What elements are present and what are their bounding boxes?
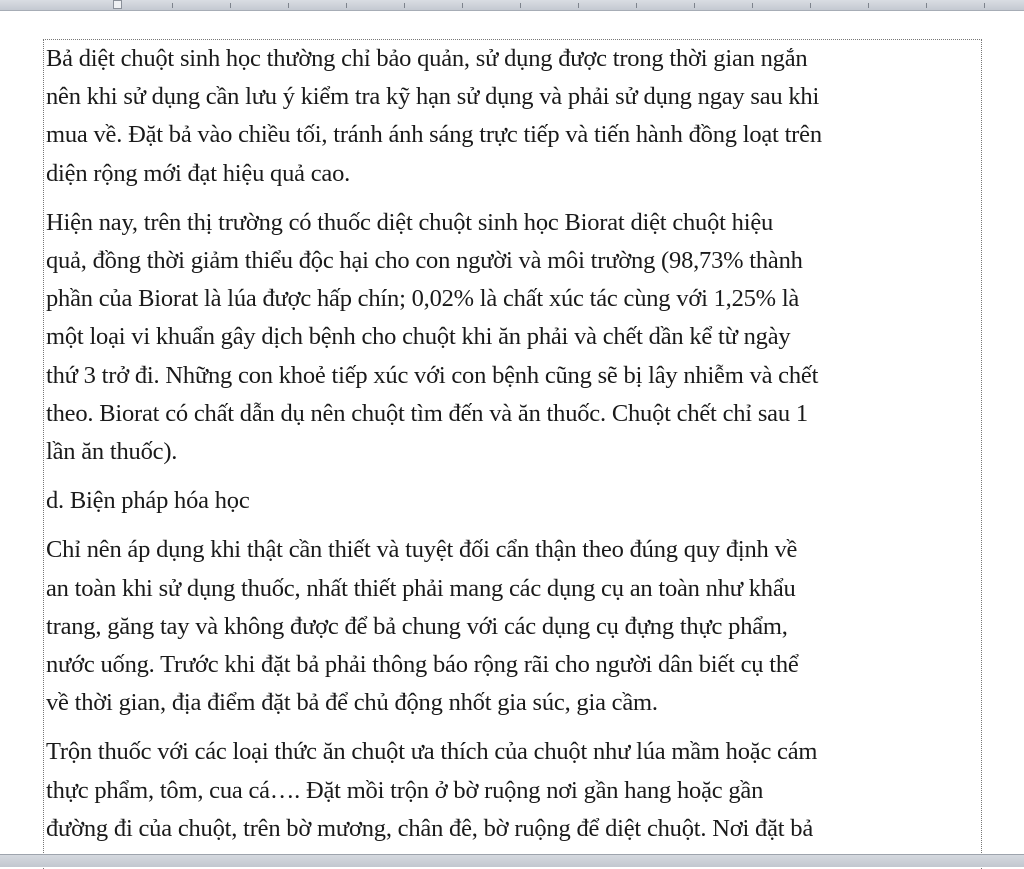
ruler-tick	[172, 3, 173, 8]
text-line: nước uống. Trước khi đặt bả phải thông báo rộng rãi cho người dân biết cụ thể	[46, 651, 799, 679]
text-line: quả, đồng thời giảm thiểu độc hại cho con người và môi trường (98,73% thành	[46, 247, 803, 275]
ruler-tick	[462, 3, 463, 8]
text-line: Chỉ nên áp dụng khi thật cần thiết và tuyệt đối cẩn thận theo đúng quy định về	[46, 536, 798, 564]
text-line: đường đi của chuột, trên bờ mương, chân đê, bờ ruộng để diệt chuột. Nơi đặt bả	[46, 814, 814, 842]
ruler-tick	[868, 3, 869, 8]
text-line: trang, găng tay và không được để bả chung với các dụng cụ đựng thực phẩm,	[46, 612, 788, 640]
text-line: theo. Biorat có chất dẫn dụ nên chuột tìm đến và ăn thuốc. Chuột chết chỉ sau 1	[46, 399, 808, 427]
paragraph-bait-mixing[interactable]	[46, 733, 981, 848]
paragraph-biorat[interactable]	[46, 204, 981, 471]
text-line: Trộn thuốc với các loại thức ăn chuột ưa thích của chuột như lúa mầm hoặc cám	[46, 738, 818, 766]
text-line: diện rộng mới đạt hiệu quả cao.	[46, 159, 351, 187]
horizontal-ruler	[0, 0, 1024, 11]
text-line: phần của Biorat là lúa được hấp chín; 0,02% là chất xúc tác cùng với 1,25% là	[46, 285, 800, 313]
ruler-tick	[926, 3, 927, 8]
section-heading-chemical[interactable]	[46, 482, 981, 520]
text-box[interactable]	[43, 39, 982, 869]
ruler-tick	[752, 3, 753, 8]
ruler-tick	[288, 3, 289, 8]
text-line: một loại vi khuẩn gây dịch bệnh cho chuột khi ăn phải và chết dần kể từ ngày	[46, 323, 791, 351]
ruler-tick	[694, 3, 695, 8]
ruler-tick	[404, 3, 405, 8]
text-line: về thời gian, địa điểm đặt bả để chủ động nhốt gia súc, gia cầm.	[46, 689, 658, 717]
ruler-tick	[810, 3, 811, 8]
paragraph-safety[interactable]	[46, 531, 981, 722]
ruler-tick	[346, 3, 347, 8]
ruler-tick	[520, 3, 521, 8]
document-page	[0, 11, 1024, 854]
text-line: Hiện nay, trên thị trường có thuốc diệt chuột sinh học Biorat diệt chuột hiệu	[46, 208, 774, 236]
text-line: Bả diệt chuột sinh học thường chỉ bảo quản, sử dụng được trong thời gian ngắn	[46, 45, 808, 72]
text-line: d. Biện pháp hóa học	[46, 487, 250, 515]
paragraph-bait-storage[interactable]	[46, 40, 981, 193]
indent-marker[interactable]	[113, 0, 122, 9]
ruler-tick	[636, 3, 637, 8]
text-line: mua về. Đặt bả vào chiều tối, tránh ánh sáng trực tiếp và tiến hành đồng loạt trên	[46, 121, 822, 149]
ruler-tick	[984, 3, 985, 8]
ruler-tick	[230, 3, 231, 8]
text-line: lần ăn thuốc).	[46, 438, 178, 466]
bottom-scroll-area	[0, 854, 1024, 867]
text-line: thứ 3 trở đi. Những con khoẻ tiếp xúc với con bệnh cũng sẽ bị lây nhiễm và chết	[46, 361, 819, 389]
text-line: nên khi sử dụng cần lưu ý kiểm tra kỹ hạn sử dụng và phải sử dụng ngay sau khi	[46, 83, 820, 111]
text-line: an toàn khi sử dụng thuốc, nhất thiết phải mang các dụng cụ an toàn như khẩu	[46, 574, 796, 602]
ruler-tick	[578, 3, 579, 8]
text-line: thực phẩm, tôm, cua cá…. Đặt mồi trộn ở bờ ruộng nơi gần hang hoặc gần	[46, 776, 764, 804]
